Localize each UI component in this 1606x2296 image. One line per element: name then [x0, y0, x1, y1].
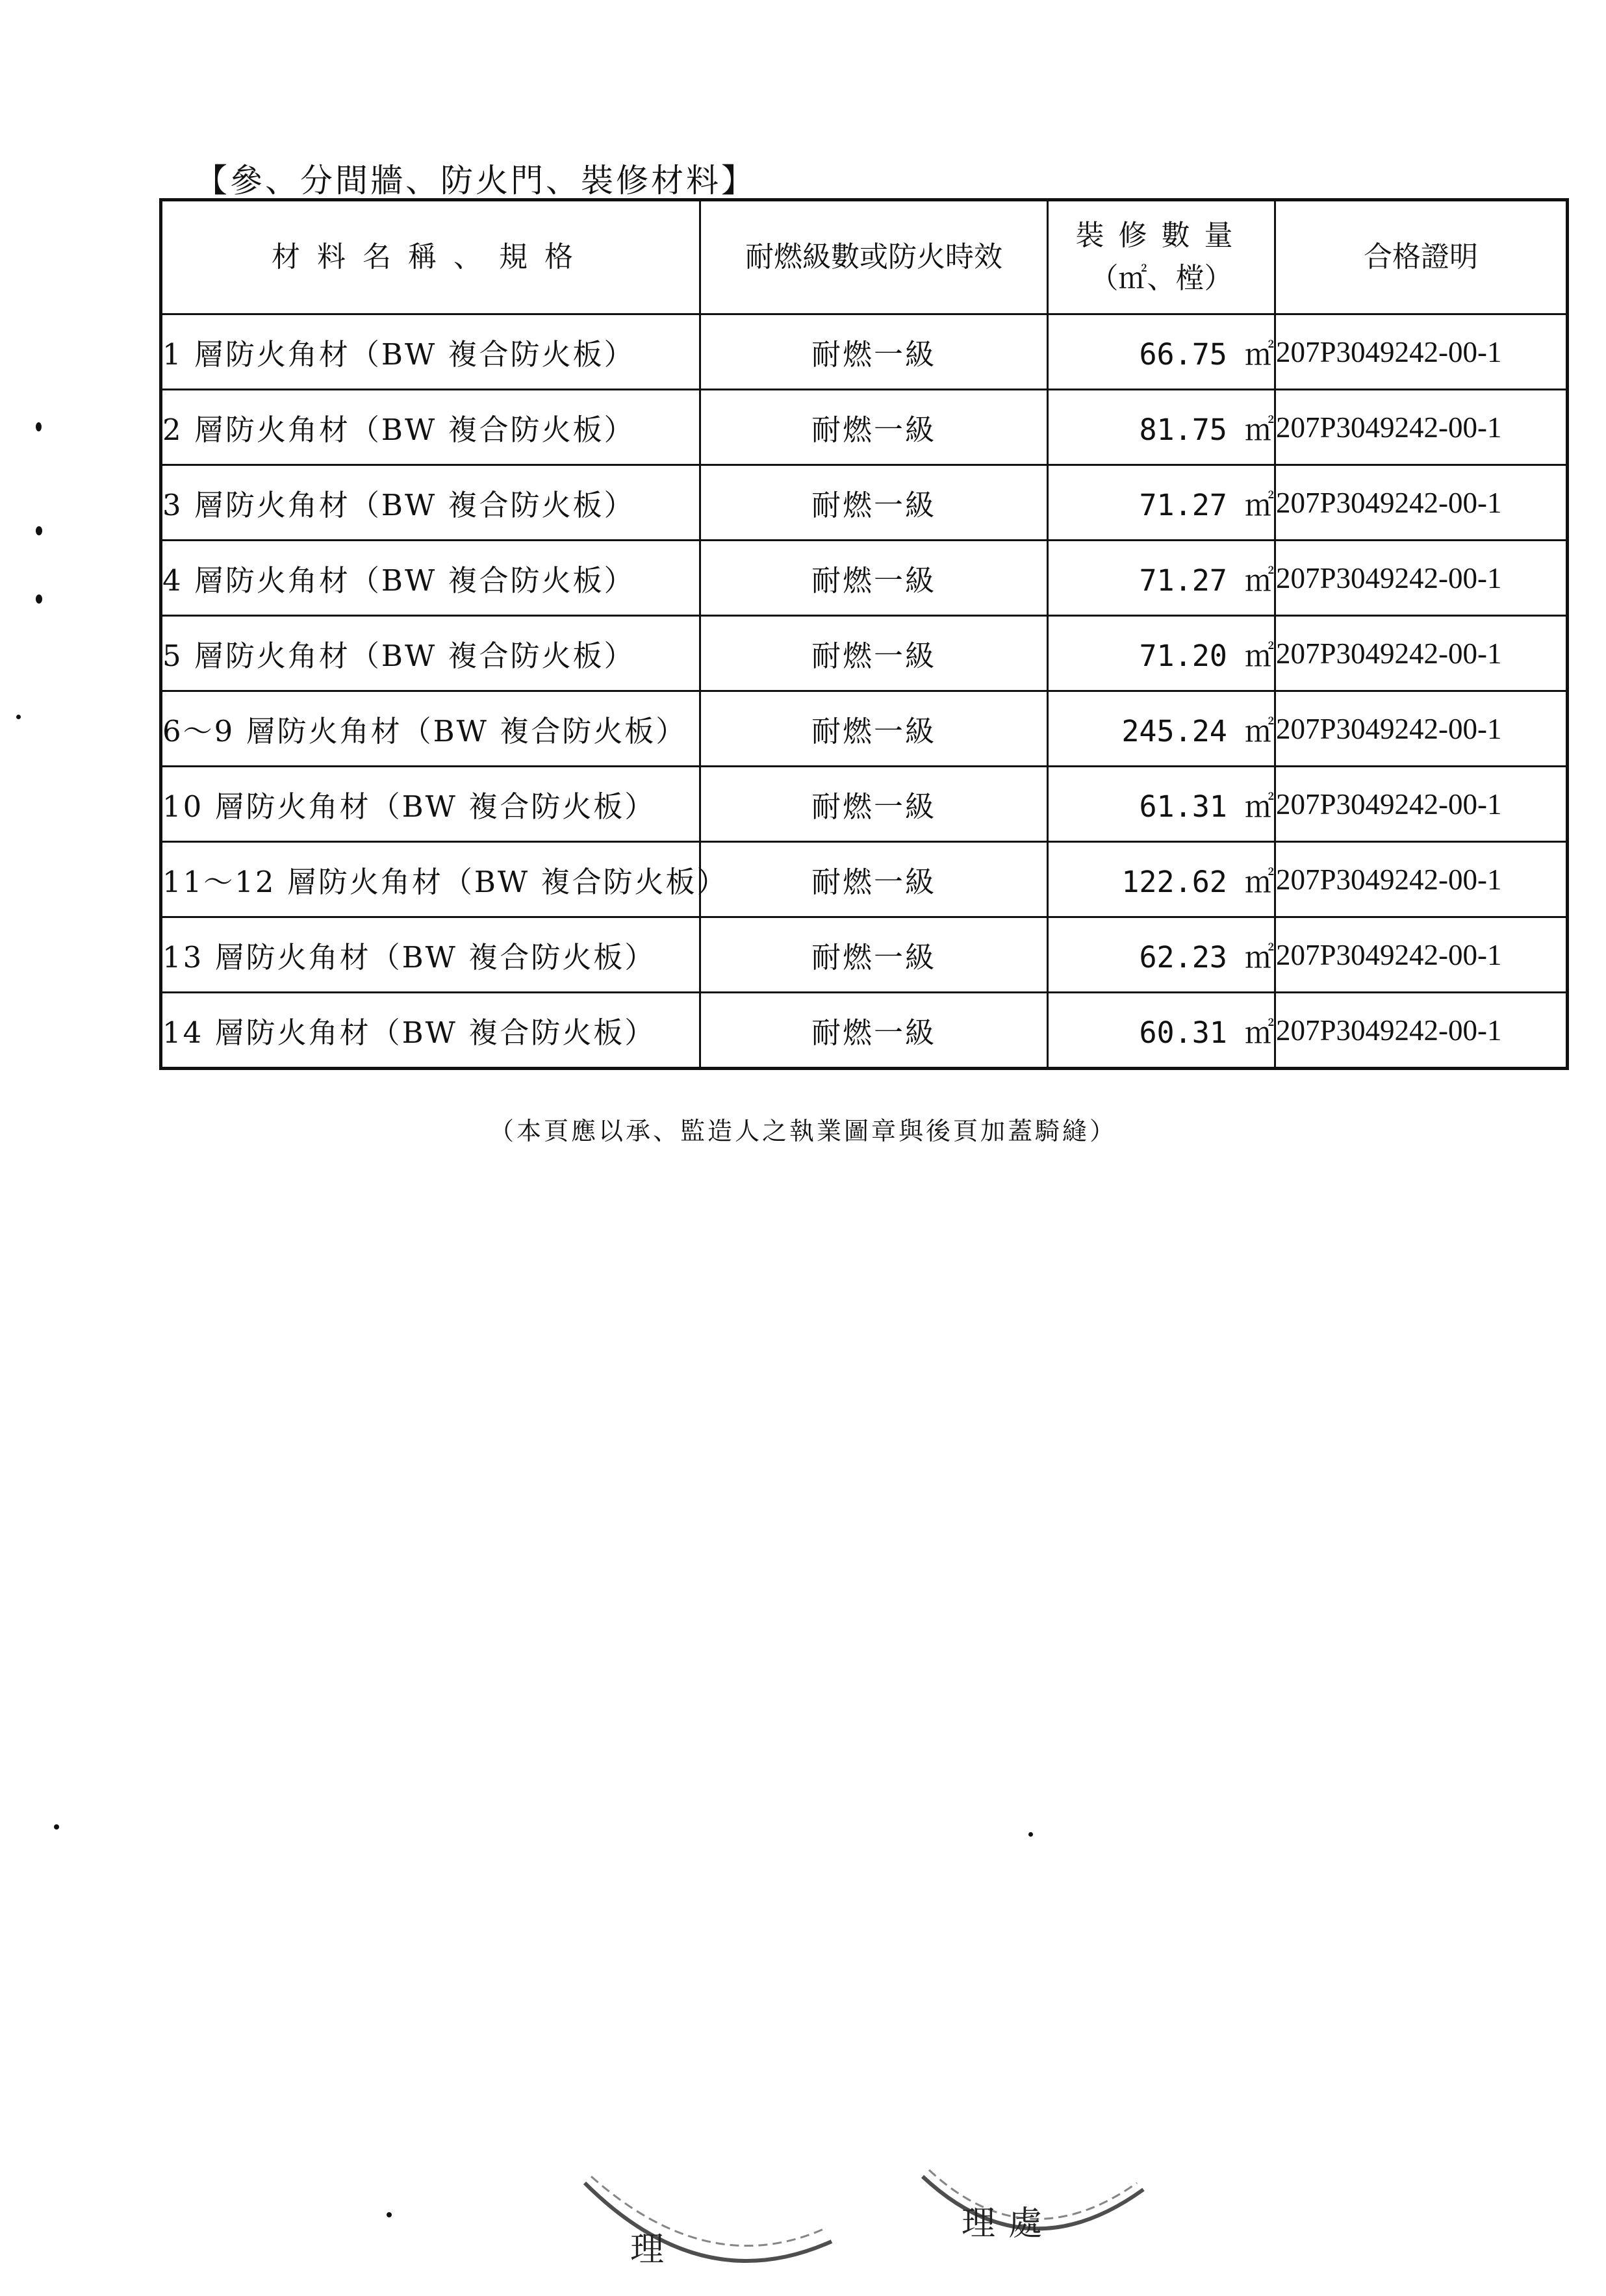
- table-row: [161, 993, 1568, 1069]
- header-quantity-label: 裝修數量: [1075, 219, 1247, 252]
- cell-material-name: 10 層防火角材（BW 複合防火板）: [161, 767, 700, 842]
- scan-speck: [36, 594, 42, 604]
- table-row: [161, 917, 1568, 993]
- scan-speck: [387, 2212, 392, 2217]
- scan-speck: [16, 715, 21, 719]
- cell-fire-rating: 耐燃一級: [700, 541, 1048, 616]
- seal-stamp-left-text: 理: [630, 2230, 678, 2269]
- cell-quantity: 71.20 ㎡: [1048, 616, 1275, 691]
- cell-fire-rating: 耐燃一級: [700, 993, 1048, 1069]
- cell-material-name: 3 層防火角材（BW 複合防火板）: [161, 465, 700, 541]
- seal-stamp-left: [572, 2163, 845, 2293]
- scan-speck: [36, 422, 42, 431]
- cell-material-name: 6～9 層防火角材（BW 複合防火板）: [161, 691, 700, 767]
- cell-fire-rating: 耐燃一級: [700, 616, 1048, 691]
- cell-certificate: 207P3049242-00-1: [1275, 314, 1568, 390]
- scan-speck: [1028, 1832, 1033, 1837]
- cell-material-name: 5 層防火角材（BW 複合防火板）: [161, 616, 700, 691]
- scan-speck: [36, 526, 42, 535]
- cell-material-name: 14 層防火角材（BW 複合防火板）: [161, 993, 700, 1069]
- cell-fire-rating: 耐燃一級: [700, 465, 1048, 541]
- cell-fire-rating: 耐燃一級: [700, 767, 1048, 842]
- header-fire-rating: 耐燃級數或防火時效: [700, 200, 1048, 314]
- table-row: [161, 465, 1568, 541]
- cell-fire-rating: 耐燃一級: [700, 314, 1048, 390]
- table-row: [161, 541, 1568, 616]
- header-material-name: [161, 200, 700, 314]
- footnote: （本頁應以承、監造人之執業圖章與後頁加蓋騎縫）: [489, 1117, 1117, 1145]
- cell-certificate: 207P3049242-00-1: [1275, 616, 1568, 691]
- cell-quantity: 122.62 ㎡: [1048, 842, 1275, 917]
- cell-quantity: 81.75 ㎡: [1048, 390, 1275, 465]
- header-material-name-label: 材料名稱、規格: [272, 240, 590, 274]
- cell-certificate: 207P3049242-00-1: [1275, 465, 1568, 541]
- table-row: [161, 314, 1568, 390]
- seal-stamp-right: [910, 2163, 1182, 2293]
- cell-certificate: 207P3049242-00-1: [1275, 541, 1568, 616]
- table-row: [161, 691, 1568, 767]
- cell-fire-rating: 耐燃一級: [700, 842, 1048, 917]
- cell-quantity: 60.31 ㎡: [1048, 993, 1275, 1069]
- cell-quantity: 62.23 ㎡: [1048, 917, 1275, 993]
- cell-fire-rating: 耐燃一級: [700, 917, 1048, 993]
- cell-quantity: 66.75 ㎡: [1048, 314, 1275, 390]
- cell-material-name: 2 層防火角材（BW 複合防火板）: [161, 390, 700, 465]
- cell-quantity: 71.27 ㎡: [1048, 465, 1275, 541]
- cell-certificate: 207P3049242-00-1: [1275, 993, 1568, 1069]
- cell-fire-rating: 耐燃一級: [700, 691, 1048, 767]
- cell-certificate: 207P3049242-00-1: [1275, 842, 1568, 917]
- header-certificate: 合格證明: [1275, 200, 1568, 314]
- cell-certificate: 207P3049242-00-1: [1275, 917, 1568, 993]
- seal-stamp-right-text: 理處: [962, 2204, 1056, 2243]
- table-row: [161, 842, 1568, 917]
- cell-certificate: 207P3049242-00-1: [1275, 767, 1568, 842]
- cell-material-name: 11～12 層防火角材（BW 複合防火板）: [161, 842, 700, 917]
- cell-material-name: 4 層防火角材（BW 複合防火板）: [161, 541, 700, 616]
- cell-certificate: 207P3049242-00-1: [1275, 691, 1568, 767]
- table-row: [161, 616, 1568, 691]
- table-header-row: [161, 200, 1568, 314]
- cell-material-name: 13 層防火角材（BW 複合防火板）: [161, 917, 700, 993]
- materials-table: [159, 198, 1569, 1070]
- cell-quantity: 61.31 ㎡: [1048, 767, 1275, 842]
- cell-fire-rating: 耐燃一級: [700, 390, 1048, 465]
- cell-quantity: 71.27 ㎡: [1048, 541, 1275, 616]
- section-title: 【參、分間牆、防火門、裝修材料】: [195, 162, 756, 199]
- scan-speck: [54, 1824, 59, 1830]
- header-quantity: [1048, 200, 1275, 314]
- table-body: [161, 314, 1568, 1069]
- header-quantity-unit: （㎡、樘）: [1090, 262, 1233, 295]
- table-row: [161, 390, 1568, 465]
- seal-stamp-left-graphic: [572, 2163, 845, 2293]
- cell-certificate: 207P3049242-00-1: [1275, 390, 1568, 465]
- cell-quantity: 245.24 ㎡: [1048, 691, 1275, 767]
- cell-material-name: 1 層防火角材（BW 複合防火板）: [161, 314, 700, 390]
- table-row: [161, 767, 1568, 842]
